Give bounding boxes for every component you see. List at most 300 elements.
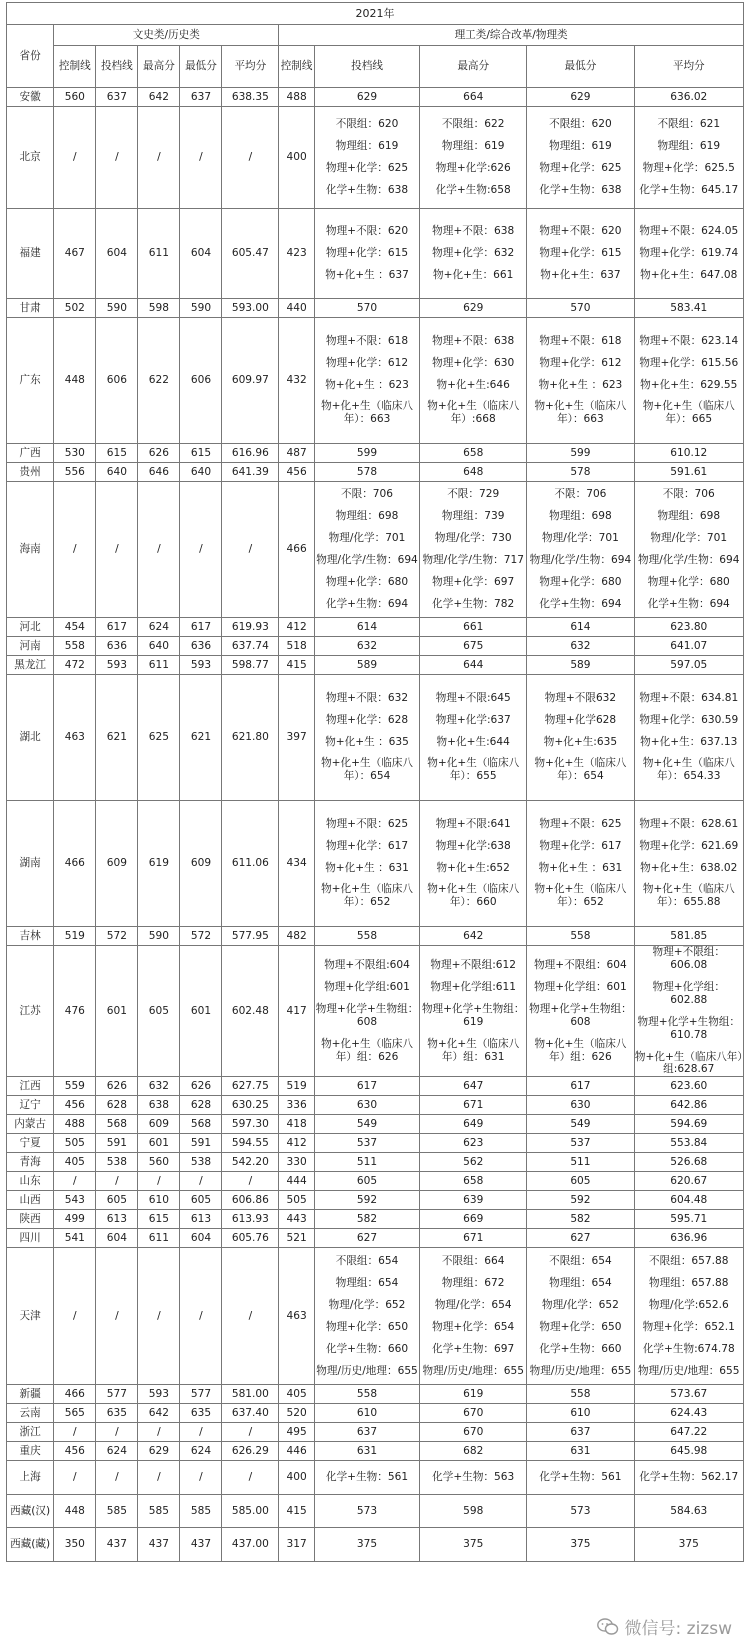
wenshi-cell: 642 [138, 1404, 180, 1423]
province-cell: 湖北 [7, 675, 54, 801]
wenshi-cell: 613 [180, 1210, 222, 1229]
cell-line: 605 [570, 1174, 591, 1187]
wenshi-cell: 642 [138, 88, 180, 107]
ligong-cell [314, 1096, 419, 1115]
wenshi-cell: / [180, 1172, 222, 1191]
wenshi-cell: 437 [96, 1528, 138, 1562]
ligong-cell [314, 463, 419, 482]
wenshi-cell: 577.95 [222, 927, 279, 946]
cell-line: 物+化+生 ：623 [325, 378, 409, 391]
kongzhi-cell: 415 [279, 1495, 315, 1528]
cell-line: 物理组：698 [657, 510, 721, 523]
wenshi-cell: 636 [96, 637, 138, 656]
kongzhi-cell: 418 [279, 1115, 315, 1134]
header-kongzhi2: 控制线 [279, 46, 315, 88]
wenshi-cell: 640 [180, 463, 222, 482]
cell-line: 物理/化学/生物：694 [529, 554, 632, 566]
table-row [7, 1442, 744, 1461]
province-cell: 安徽 [7, 88, 54, 107]
ligong-cell [527, 801, 634, 927]
cell-line: 物+化+生（临床八年）组:628.67 [634, 1050, 743, 1076]
wenshi-cell: 605 [138, 946, 180, 1077]
cell-line: 物理+化学：612 [539, 356, 622, 369]
wenshi-cell: 437.00 [222, 1528, 279, 1562]
province-cell: 天津 [7, 1248, 54, 1385]
ligong-cell [634, 1442, 743, 1461]
cell-line: 化学+生物:658 [435, 183, 511, 196]
cell-line: 物理+化学:637 [435, 713, 511, 726]
cell-line: 629 [463, 301, 484, 314]
wenshi-cell: 560 [138, 1153, 180, 1172]
cell-line: 592 [570, 1193, 591, 1206]
ligong-cell [527, 299, 634, 318]
cell-line: 620.67 [670, 1174, 708, 1187]
cell-line: 670 [463, 1425, 484, 1438]
ligong-cell [314, 318, 419, 444]
table-row [7, 656, 744, 675]
header-ligong-group: 理工类/综合改革/物理类 [279, 25, 744, 46]
cell-line: 物+化+生:652 [436, 861, 510, 874]
cell-line: 644 [463, 658, 484, 671]
cell-line: 630 [570, 1098, 591, 1111]
table-row [7, 1153, 744, 1172]
ligong-cell [420, 801, 527, 927]
cell-line: 物+化+生：637 [540, 268, 621, 281]
cell-line: 化学+生物：660 [326, 1342, 409, 1355]
ligong-cell [420, 1423, 527, 1442]
cell-line: 物理+不限：625 [326, 817, 409, 830]
ligong-cell [420, 1528, 527, 1562]
cell-line: 物理+化学组:611 [430, 980, 517, 993]
cell-line: 化学+生物：694 [647, 597, 730, 610]
cell-line: 614 [356, 620, 378, 633]
province-cell: 广西 [7, 444, 54, 463]
cell-line: 595.71 [670, 1212, 708, 1225]
cell-line: 物理组：698 [335, 510, 399, 523]
cell-line: 物理/化学：730 [434, 532, 512, 545]
ligong-cell [420, 675, 527, 801]
cell-line: 604.48 [670, 1193, 708, 1206]
ligong-cell [634, 1528, 743, 1562]
wenshi-cell: / [96, 107, 138, 209]
wenshi-cell: 505 [54, 1134, 96, 1153]
ligong-cell [527, 1528, 634, 1562]
province-cell: 云南 [7, 1404, 54, 1423]
ligong-cell [314, 1423, 419, 1442]
wenshi-cell: 629 [138, 1442, 180, 1461]
wenshi-cell: 640 [138, 637, 180, 656]
cell-line: 物理+不限组:604 [324, 958, 410, 971]
cell-line: 物理/化学:652.6 [648, 1298, 729, 1311]
wenshi-cell: / [96, 1172, 138, 1191]
wenshi-cell: / [96, 1461, 138, 1495]
wenshi-cell: 609 [96, 801, 138, 927]
table-row [7, 107, 744, 209]
cell-line: 物理+化学：628 [326, 713, 409, 726]
ligong-cell [634, 482, 743, 618]
cell-line: 化学+生物：697 [432, 1342, 515, 1355]
ligong-cell [314, 482, 419, 618]
cell-line: 624.43 [670, 1406, 708, 1419]
cell-line: 632 [570, 639, 591, 652]
ligong-cell [420, 946, 527, 1077]
wenshi-cell: / [96, 482, 138, 618]
ligong-cell [527, 1077, 634, 1096]
province-cell: 福建 [7, 209, 54, 299]
cell-line: 558 [570, 1387, 591, 1400]
kongzhi-cell: 446 [279, 1442, 315, 1461]
ligong-cell [314, 1172, 419, 1191]
cell-line: 化学+生物：645.17 [639, 183, 739, 196]
cell-line: 物+化+生：638.02 [640, 861, 738, 874]
cell-line: 623.60 [670, 1079, 708, 1092]
cell-line: 549 [356, 1117, 378, 1130]
cell-line: 物+化+生（临床八年）：665 [642, 400, 735, 426]
ligong-cell [314, 1191, 419, 1210]
cell-line: 物理+化学：615.56 [639, 356, 739, 369]
cell-line: 物+化+生 ：635 [325, 735, 409, 748]
wechat-icon [597, 1618, 619, 1636]
wenshi-cell: 610 [138, 1191, 180, 1210]
kongzhi-cell: 495 [279, 1423, 315, 1442]
cell-line: 物理+化学：697 [432, 575, 515, 588]
kongzhi-cell: 412 [279, 618, 315, 637]
wenshi-cell: 598 [138, 299, 180, 318]
ligong-cell [527, 1096, 634, 1115]
cell-line: 605 [356, 1174, 378, 1187]
cell-line: 物理+不限：620 [539, 225, 622, 238]
cell-line: 物理/化学：652 [328, 1298, 406, 1311]
cell-line: 物理组：619 [549, 140, 612, 153]
wenshi-cell: 626.29 [222, 1442, 279, 1461]
wenshi-cell: 530 [54, 444, 96, 463]
ligong-cell [420, 1191, 527, 1210]
ligong-cell [527, 482, 634, 618]
cell-line: 化学+生物：561 [326, 1471, 409, 1484]
cell-line: 物+化+生：661 [433, 268, 514, 281]
cell-line: 物理+不限632 [544, 691, 617, 704]
cell-line: 物理+不限：638 [432, 334, 515, 347]
province-cell: 四川 [7, 1229, 54, 1248]
wenshi-cell: 637 [180, 88, 222, 107]
cell-line: 物+化+生（临床八年）：663 [321, 400, 413, 426]
ligong-cell [527, 209, 634, 299]
wenshi-cell: 577 [96, 1385, 138, 1404]
cell-line: 物理组：654 [335, 1277, 399, 1290]
ligong-cell [314, 209, 419, 299]
ligong-cell [527, 463, 634, 482]
table-row [7, 299, 744, 318]
cell-line: 636.02 [670, 90, 708, 103]
province-cell: 西藏(汉) [7, 1495, 54, 1528]
header-pingjun: 平均分 [222, 46, 279, 88]
wenshi-cell: 601 [138, 1134, 180, 1153]
province-cell: 北京 [7, 107, 54, 209]
wenshi-cell: 622 [138, 318, 180, 444]
cell-line: 物理/化学/生物：694 [638, 554, 740, 566]
cell-line: 375 [463, 1538, 484, 1551]
kongzhi-cell: 400 [279, 1461, 315, 1495]
wenshi-cell: 597.30 [222, 1115, 279, 1134]
wenshi-cell: 624 [138, 618, 180, 637]
table-row [7, 675, 744, 801]
ligong-cell [314, 927, 419, 946]
wenshi-cell: / [54, 1423, 96, 1442]
wenshi-cell: 463 [54, 675, 96, 801]
table-row [7, 1191, 744, 1210]
wenshi-cell: 572 [96, 927, 138, 946]
table-row [7, 1172, 744, 1191]
wenshi-cell: 405 [54, 1153, 96, 1172]
cell-line: 化学+生物：660 [539, 1342, 622, 1355]
ligong-cell [314, 656, 419, 675]
cell-line: 物理+化学：625.5 [642, 162, 735, 174]
wenshi-cell: 625 [138, 675, 180, 801]
wenshi-cell: / [138, 107, 180, 209]
ligong-cell [420, 1153, 527, 1172]
ligong-cell [420, 618, 527, 637]
wenshi-cell: 593 [180, 656, 222, 675]
cell-line: 物理组：619 [657, 140, 721, 153]
ligong-cell [634, 656, 743, 675]
cell-line: 558 [570, 929, 591, 942]
cell-line: 物+化+生（临床八年）：655.88 [642, 883, 735, 909]
cell-line: 物理/化学/生物：694 [316, 554, 418, 566]
cell-line: 549 [570, 1117, 591, 1130]
cell-line: 物+化+生：629.55 [640, 378, 738, 391]
watermark [597, 1614, 732, 1639]
province-cell: 河南 [7, 637, 54, 656]
cell-line: 573 [570, 1504, 591, 1517]
wenshi-cell: 585 [180, 1495, 222, 1528]
cell-line: 物理+化学+生物组：608 [529, 1002, 632, 1028]
ligong-cell [420, 444, 527, 463]
ligong-cell [314, 1077, 419, 1096]
table-row [7, 1423, 744, 1442]
cell-line: 630 [356, 1098, 378, 1111]
cell-line: 592 [356, 1193, 378, 1206]
cell-line: 物理+化学：652.1 [642, 1320, 735, 1333]
province-cell: 海南 [7, 482, 54, 618]
cell-line: 675 [463, 639, 484, 652]
cell-line: 642.86 [670, 1098, 708, 1111]
kongzhi-cell: 415 [279, 656, 315, 675]
wenshi-cell: 556 [54, 463, 96, 482]
wenshi-cell: 542.20 [222, 1153, 279, 1172]
kongzhi-cell: 519 [279, 1077, 315, 1096]
cell-line: 不限组：654 [549, 1255, 612, 1268]
province-cell: 陕西 [7, 1210, 54, 1229]
table-row [7, 209, 744, 299]
header-toudang2: 投档线 [314, 46, 419, 88]
province-cell: 广东 [7, 318, 54, 444]
ligong-cell [527, 444, 634, 463]
cell-line: 不限组：622 [441, 118, 505, 131]
cell-line: 物理组：698 [549, 510, 612, 523]
cell-line: 670 [463, 1406, 484, 1419]
cell-line: 599 [356, 446, 378, 459]
cell-line: 物理+化学：680 [539, 575, 622, 588]
cell-line: 物理/化学：701 [542, 532, 619, 545]
province-cell: 西藏(藏) [7, 1528, 54, 1562]
cell-line: 582 [356, 1212, 378, 1225]
kongzhi-cell: 518 [279, 637, 315, 656]
cell-line: 669 [463, 1212, 484, 1225]
cell-line: 526.68 [670, 1155, 708, 1168]
wenshi-cell: 558 [54, 637, 96, 656]
cell-line: 物理+化学：632 [432, 247, 515, 260]
cell-line: 物理+化学：625 [326, 162, 409, 174]
cell-line: 636.96 [670, 1231, 708, 1244]
ligong-cell [314, 1404, 419, 1423]
wenshi-cell: / [180, 1423, 222, 1442]
ligong-cell [634, 675, 743, 801]
cell-line: 物理+化学+生物组：619 [421, 1002, 525, 1028]
ligong-cell [634, 88, 743, 107]
ligong-cell [420, 209, 527, 299]
cell-line: 不限：706 [662, 488, 715, 501]
wenshi-cell: 467 [54, 209, 96, 299]
kongzhi-cell: 397 [279, 675, 315, 801]
ligong-cell [527, 1495, 634, 1528]
wenshi-cell: / [222, 1423, 279, 1442]
cell-line: 610.12 [670, 446, 708, 459]
cell-line: 物理+化学：619.74 [639, 247, 739, 260]
cell-line: 物理组：654 [549, 1277, 612, 1290]
ligong-cell [634, 637, 743, 656]
cell-line: 物理组：619 [335, 140, 399, 153]
cell-line: 631 [356, 1444, 378, 1457]
ligong-cell [527, 675, 634, 801]
province-cell: 上海 [7, 1461, 54, 1495]
table-row [7, 1528, 744, 1562]
table-row [7, 1115, 744, 1134]
wenshi-cell: / [222, 1461, 279, 1495]
cell-line: 不限组：620 [549, 118, 612, 131]
wenshi-cell: 437 [138, 1528, 180, 1562]
kongzhi-cell: 432 [279, 318, 315, 444]
wenshi-cell: 591 [96, 1134, 138, 1153]
cell-line: 化学+生物：561 [539, 1471, 622, 1484]
wenshi-cell: 488 [54, 1115, 96, 1134]
ligong-cell [634, 1404, 743, 1423]
wenshi-cell: / [180, 1461, 222, 1495]
ligong-cell [420, 1495, 527, 1528]
cell-line: 化学+生物：638 [326, 183, 409, 196]
cell-line: 物+化+生:644 [436, 735, 510, 748]
cell-line: 物理+化学：630 [432, 356, 515, 369]
wenshi-cell: 611 [138, 656, 180, 675]
wenshi-cell: 646 [138, 463, 180, 482]
ligong-cell [314, 1495, 419, 1528]
ligong-cell [314, 1115, 419, 1134]
cell-line: 物+化+生（临床八年）：654 [534, 757, 627, 783]
table-row [7, 1096, 744, 1115]
cell-line: 物理+化学:626 [435, 162, 511, 174]
ligong-cell [314, 107, 419, 209]
cell-line: 647.22 [670, 1425, 708, 1438]
ligong-cell [527, 1115, 634, 1134]
watermark-text: 微信号: zizsw [624, 1619, 732, 1639]
wenshi-cell: 448 [54, 1495, 96, 1528]
cell-line: 671 [463, 1098, 484, 1111]
kongzhi-cell: 423 [279, 209, 315, 299]
cell-line: 物理+化学：617 [326, 839, 409, 852]
cell-line: 641.07 [670, 639, 708, 652]
cell-line: 物理+化学：630.59 [639, 713, 739, 726]
wenshi-cell: 626 [96, 1077, 138, 1096]
wenshi-cell: 609 [138, 1115, 180, 1134]
wenshi-cell: 637.74 [222, 637, 279, 656]
ligong-cell [634, 1385, 743, 1404]
wenshi-cell: 604 [180, 209, 222, 299]
ligong-cell [527, 1385, 634, 1404]
wenshi-cell: 615 [138, 1210, 180, 1229]
header-toudang: 投档线 [96, 46, 138, 88]
wenshi-cell: 559 [54, 1077, 96, 1096]
wenshi-cell: 590 [138, 927, 180, 946]
wenshi-cell: 456 [54, 1442, 96, 1461]
ligong-cell [527, 107, 634, 209]
wenshi-cell: / [54, 482, 96, 618]
cell-line: 物理+化学：612 [326, 356, 409, 369]
cell-line: 物理+不限:641 [435, 817, 511, 830]
wenshi-cell: 593.00 [222, 299, 279, 318]
ligong-cell [634, 618, 743, 637]
cell-line: 化学+生物：694 [539, 597, 622, 610]
wenshi-cell: 585.00 [222, 1495, 279, 1528]
cell-line: 658 [463, 446, 484, 459]
ligong-cell [634, 1096, 743, 1115]
cell-line: 623.80 [670, 620, 708, 633]
province-cell: 内蒙古 [7, 1115, 54, 1134]
ligong-cell [314, 88, 419, 107]
cell-line: 375 [570, 1538, 591, 1551]
ligong-cell [527, 1172, 634, 1191]
ligong-cell [527, 1134, 634, 1153]
kongzhi-cell: 520 [279, 1404, 315, 1423]
cell-line: 591.61 [670, 465, 708, 478]
cell-line: 584.63 [670, 1504, 708, 1517]
cell-line: 682 [463, 1444, 484, 1457]
ligong-cell [634, 801, 743, 927]
cell-line: 物理+化学：680 [647, 575, 730, 588]
wenshi-cell: / [138, 1248, 180, 1385]
cell-line: 物理+化学:638 [435, 839, 511, 852]
wenshi-cell: / [138, 1172, 180, 1191]
province-cell: 山东 [7, 1172, 54, 1191]
ligong-cell [314, 1248, 419, 1385]
wenshi-cell: 635 [96, 1404, 138, 1423]
ligong-cell [527, 1153, 634, 1172]
wenshi-cell: 637 [96, 88, 138, 107]
cell-line: 物理/历史/地理：655 [529, 1364, 632, 1377]
wenshi-cell: 626 [138, 444, 180, 463]
ligong-cell [527, 88, 634, 107]
wenshi-cell: 605.47 [222, 209, 279, 299]
wenshi-cell: 568 [96, 1115, 138, 1134]
ligong-cell [420, 1096, 527, 1115]
ligong-cell [314, 801, 419, 927]
wenshi-cell: 613 [96, 1210, 138, 1229]
cell-line: 632 [356, 639, 378, 652]
cell-line: 物理+化学组:601 [324, 980, 410, 993]
cell-line: 物理+不限：638 [432, 225, 515, 238]
cell-line: 物理/化学：654 [434, 1298, 512, 1311]
wenshi-cell: / [222, 107, 279, 209]
cell-line: 物理+不限组：604 [534, 958, 627, 971]
cell-line: 570 [570, 301, 591, 314]
